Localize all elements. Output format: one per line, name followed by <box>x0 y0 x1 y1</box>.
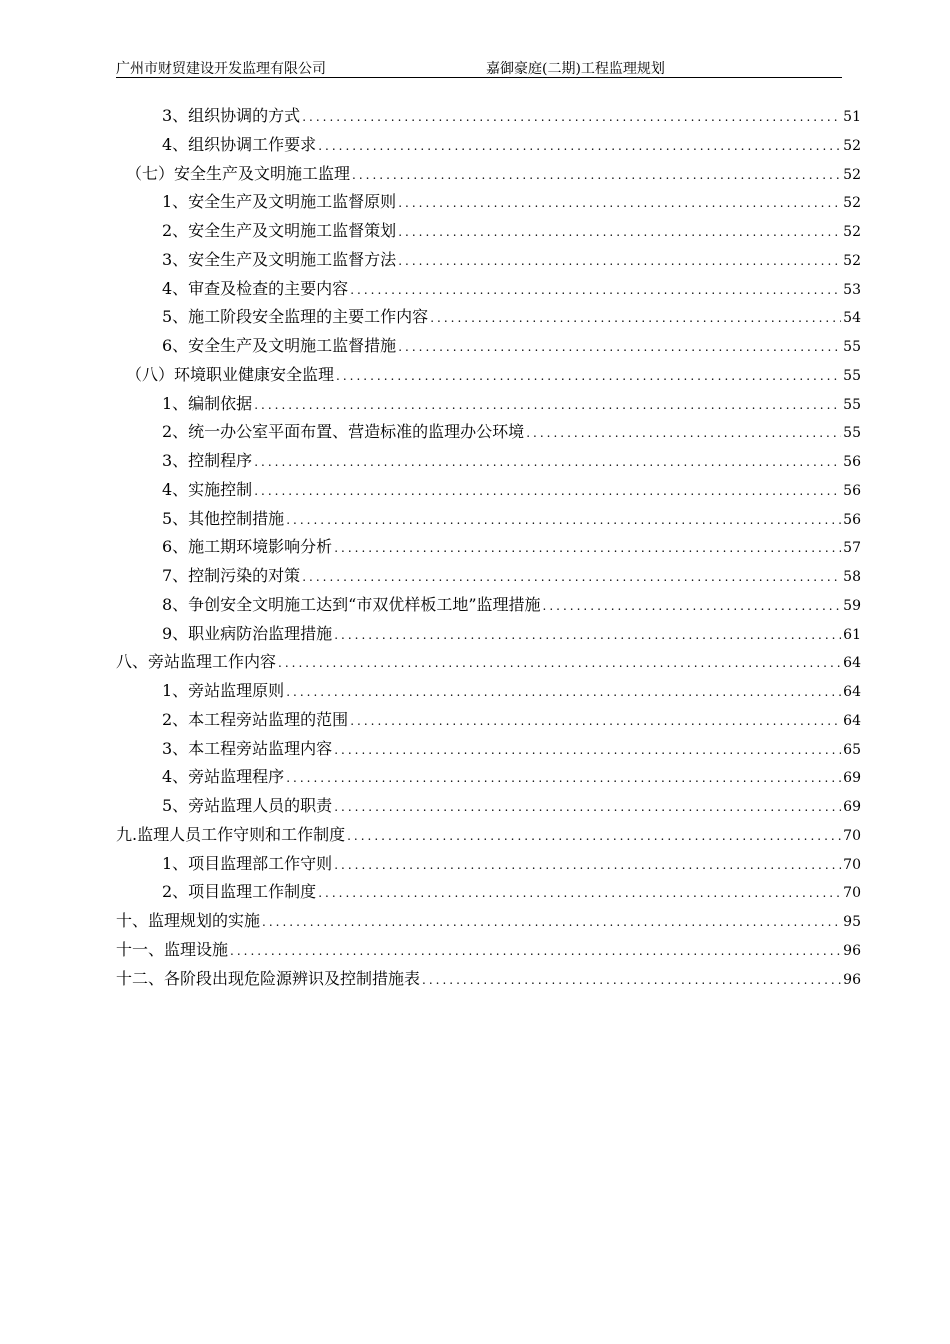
toc-entry-title: 2、安全生产及文明施工监督策划 <box>162 221 397 240</box>
toc-entry-page: 55 <box>843 367 861 384</box>
toc-entry-title: 1、编制依据 <box>162 393 253 413</box>
toc-entry[interactable] <box>116 390 861 419</box>
toc-leader-dots <box>318 132 841 161</box>
toc-entry[interactable] <box>116 591 861 620</box>
toc-entry-page: 95 <box>843 914 861 930</box>
toc-entry[interactable] <box>116 936 861 965</box>
toc-entry-page: 54 <box>843 310 861 327</box>
toc-entry-title: 1、安全生产及文明施工监督原则 <box>162 192 397 212</box>
toc-entry[interactable] <box>116 246 861 275</box>
toc-entry-title: 7、控制污染的对策 <box>162 566 301 585</box>
toc-entry[interactable] <box>116 620 861 649</box>
toc-entry-page: 70 <box>843 827 861 844</box>
toc-entry[interactable] <box>116 131 861 160</box>
toc-leader-dots <box>398 333 841 362</box>
toc-entry-page: 52 <box>843 166 861 183</box>
toc-entry-title: 1、旁站监理原则 <box>162 681 285 700</box>
toc-entry-page: 96 <box>843 942 861 959</box>
toc-entry-title: 5、施工阶段安全监理的主要工作内容 <box>162 307 429 327</box>
toc-entry-page: 55 <box>843 339 861 355</box>
toc-entry-title: 十二、各阶段出现危险源辨识及控制措施表 <box>116 968 421 988</box>
toc-entry-page: 69 <box>843 770 861 787</box>
toc-entry[interactable] <box>116 562 861 591</box>
toc-entry-title: 八、旁站监理工作内容 <box>116 652 277 672</box>
toc-leader-dots <box>302 103 841 132</box>
toc-leader-dots <box>398 218 841 247</box>
header-project-title: 嘉御豪庭(二期)工程监理规划 <box>486 61 665 77</box>
toc-entry[interactable] <box>116 102 861 131</box>
toc-entry[interactable] <box>116 188 861 217</box>
toc-entry-page: 55 <box>843 396 861 413</box>
toc-leader-dots <box>336 362 841 391</box>
toc-leader-dots <box>350 707 841 736</box>
toc-entry-page: 56 <box>843 511 861 528</box>
toc-leader-dots <box>334 621 841 650</box>
toc-entry-title: 2、本工程旁站监理的范围 <box>162 709 349 729</box>
toc-leader-dots <box>254 391 841 420</box>
toc-leader-dots <box>286 678 841 707</box>
toc-entry[interactable] <box>116 763 861 792</box>
toc-entry-page: 58 <box>843 569 861 585</box>
toc-entry-title: 3、组织协调的方式 <box>162 106 301 125</box>
toc-entry[interactable] <box>116 533 861 562</box>
toc-entry-title: 6、安全生产及文明施工监督措施 <box>162 336 397 355</box>
toc-entry[interactable] <box>116 505 861 534</box>
toc-leader-dots <box>230 937 841 966</box>
toc-entry-title: （七）安全生产及文明施工监理 <box>126 163 351 183</box>
toc-leader-dots <box>422 966 841 995</box>
toc-leader-dots <box>350 276 841 305</box>
toc-entry[interactable] <box>116 821 861 850</box>
toc-leader-dots <box>334 851 841 880</box>
toc-leader-dots <box>318 879 841 908</box>
toc-leader-dots <box>334 736 841 765</box>
toc-entry-title: 8、争创安全文明施工达到“市双优样板工地”监理措施 <box>162 594 541 614</box>
toc-leader-dots <box>352 161 841 190</box>
toc-entry-title: 4、实施控制 <box>162 479 253 499</box>
toc-entry[interactable] <box>116 907 861 936</box>
toc-entry[interactable] <box>116 735 861 764</box>
toc-entry-title: 3、本工程旁站监理内容 <box>162 738 333 758</box>
toc-entry-title: 9、职业病防治监理措施 <box>162 623 333 643</box>
toc-entry-page: 52 <box>843 195 861 212</box>
toc-entry[interactable] <box>116 332 861 361</box>
toc-leader-dots <box>254 448 841 477</box>
toc-entry-page: 70 <box>843 856 861 873</box>
toc-entry-page: 59 <box>843 597 861 614</box>
toc-leader-dots <box>302 563 841 592</box>
toc-entry[interactable] <box>116 677 861 706</box>
toc-entry-title: 2、统一办公室平面布置、营造标准的监理办公环境 <box>162 422 525 442</box>
toc-entry-title: 十一、监理设施 <box>116 939 229 959</box>
toc-entry[interactable] <box>116 418 861 447</box>
toc-entry[interactable] <box>116 850 861 879</box>
toc-entry[interactable] <box>116 361 861 390</box>
toc-entry[interactable] <box>116 447 861 476</box>
toc-entry-title: 4、审查及检查的主要内容 <box>162 278 349 298</box>
toc-entry-page: 52 <box>843 252 861 269</box>
toc-entry-page: 53 <box>843 281 861 298</box>
toc-entry-page: 57 <box>843 540 861 557</box>
toc-entry-page: 64 <box>843 684 861 700</box>
toc-entry-page: 56 <box>843 454 861 470</box>
toc-entry-page: 56 <box>843 482 861 499</box>
toc-entry-page: 55 <box>843 425 861 442</box>
toc-entry[interactable] <box>116 792 861 821</box>
toc-entry[interactable] <box>116 706 861 735</box>
toc-entry-page: 51 <box>843 109 861 125</box>
toc-entry-title: 6、施工期环境影响分析 <box>162 537 333 557</box>
toc-entry-title: 2、项目监理工作制度 <box>162 882 317 902</box>
toc-leader-dots <box>286 764 841 793</box>
toc-entry-page: 96 <box>843 971 861 988</box>
table-of-contents <box>116 102 861 993</box>
toc-leader-dots <box>334 534 841 563</box>
toc-entry-page: 52 <box>843 224 861 240</box>
toc-entry-page: 70 <box>843 885 861 902</box>
toc-entry-title: 5、旁站监理人员的职责 <box>162 796 333 815</box>
toc-entry-title: 九.监理人员工作守则和工作制度 <box>116 824 346 844</box>
toc-entry[interactable] <box>116 878 861 907</box>
toc-leader-dots <box>347 822 841 851</box>
toc-entry-page: 69 <box>843 799 861 815</box>
toc-entry-title: 4、组织协调工作要求 <box>162 134 317 154</box>
toc-leader-dots <box>254 477 841 506</box>
toc-entry-title: 3、控制程序 <box>162 451 253 470</box>
toc-leader-dots <box>430 304 841 333</box>
toc-entry[interactable] <box>116 275 861 304</box>
header-company-name: 广州市财贸建设开发监理有限公司 <box>116 61 326 77</box>
toc-entry-title: 十、监理规划的实施 <box>116 911 261 930</box>
toc-leader-dots <box>398 247 841 276</box>
toc-leader-dots <box>334 793 841 822</box>
page-header <box>116 55 842 78</box>
toc-entry[interactable] <box>116 476 861 505</box>
toc-entry-title: 1、项目监理部工作守则 <box>162 853 333 873</box>
toc-entry[interactable] <box>116 648 861 677</box>
toc-entry-page: 61 <box>843 626 861 643</box>
toc-entry-page: 64 <box>843 712 861 729</box>
toc-entry[interactable] <box>116 160 861 189</box>
toc-leader-dots <box>526 419 841 448</box>
toc-entry-page: 64 <box>843 655 861 672</box>
toc-entry[interactable] <box>116 965 861 994</box>
toc-leader-dots <box>543 592 841 621</box>
toc-entry-title: 3、安全生产及文明施工监督方法 <box>162 249 397 269</box>
toc-entry-page: 52 <box>843 137 861 154</box>
toc-entry[interactable] <box>116 303 861 332</box>
toc-entry-title: 4、旁站监理程序 <box>162 767 285 787</box>
toc-entry[interactable] <box>116 217 861 246</box>
toc-entry-title: 5、其他控制措施 <box>162 508 285 528</box>
toc-entry-title: （八）环境职业健康安全监理 <box>126 364 335 384</box>
toc-leader-dots <box>262 908 841 937</box>
toc-leader-dots <box>398 189 841 218</box>
toc-leader-dots <box>286 506 841 535</box>
toc-leader-dots <box>278 649 841 678</box>
toc-entry-page: 65 <box>843 741 861 758</box>
